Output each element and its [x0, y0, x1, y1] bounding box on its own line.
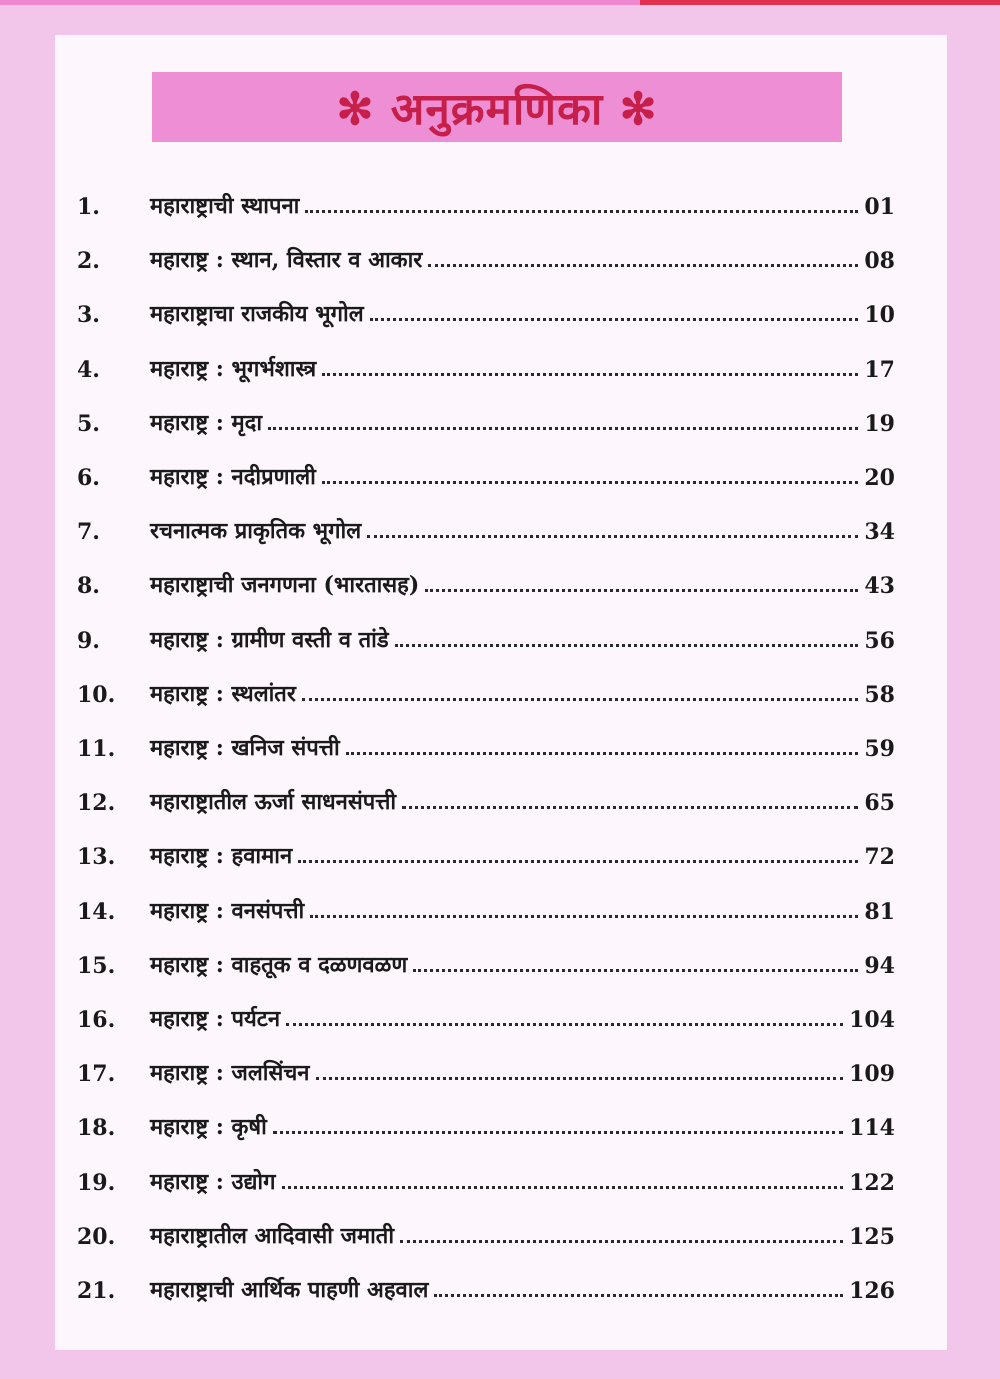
dot-leader: [395, 644, 859, 647]
toc-entry: [55, 830, 947, 870]
dot-leader: [322, 373, 858, 376]
entry-title: महाराष्ट्र : वाहतूक व दळणवळण: [150, 951, 408, 978]
entry-page: 43: [864, 573, 895, 600]
entry-page: 104: [849, 1007, 895, 1033]
entry-number: 17.: [77, 1061, 116, 1088]
dot-leader: [310, 915, 858, 918]
entry-page: 34: [864, 519, 895, 546]
entry-title: रचनात्मक प्राकृतिक भूगोल: [150, 518, 362, 545]
entry-number: 7.: [77, 519, 100, 546]
entry-title: महाराष्ट्र : पर्यटन: [150, 1006, 281, 1032]
entry-title: महाराष्ट्राची जनगणना (भारतासह): [150, 572, 420, 599]
entry-number: 21.: [77, 1278, 116, 1304]
entry-number: 3.: [77, 302, 100, 329]
entry-title: महाराष्ट्र : वनसंपत्ती: [150, 897, 305, 924]
toc-entry: [55, 885, 947, 925]
dot-leader: [400, 1240, 843, 1243]
entry-title: महाराष्ट्र : भूगर्भशास्त्र: [150, 355, 317, 382]
dot-leader: [273, 1131, 843, 1134]
entry-page: 109: [849, 1061, 895, 1088]
entry-title: महाराष्ट्र : कृषी: [150, 1114, 267, 1141]
title-band: [152, 72, 842, 142]
entry-page: 19: [864, 410, 895, 437]
entry-number: 11.: [77, 736, 116, 762]
entry-number: 15.: [77, 952, 116, 979]
entry-page: 20: [864, 465, 895, 491]
dot-leader: [434, 1294, 843, 1297]
toc-entry: [55, 397, 947, 437]
entry-number: 12.: [77, 790, 116, 817]
toc-entry: [55, 614, 947, 654]
entry-title: महाराष्ट्र : स्थान, विस्तार व आकार: [150, 247, 423, 274]
dot-leader: [298, 860, 858, 863]
entry-number: 1.: [77, 194, 100, 220]
toc-entry: [55, 1156, 947, 1196]
dot-leader: [286, 1023, 843, 1026]
entry-page: 17: [864, 356, 895, 383]
entry-page: 114: [849, 1115, 895, 1142]
dot-leader: [282, 1186, 844, 1189]
entry-page: 56: [864, 627, 895, 654]
entry-number: 5.: [77, 410, 100, 437]
entry-title: महाराष्ट्र : मृदा: [150, 409, 263, 436]
toc-entry: [55, 1264, 947, 1304]
dot-leader: [322, 481, 859, 484]
entry-number: 4.: [77, 356, 100, 383]
dot-leader: [346, 752, 859, 755]
entry-page: 08: [864, 248, 895, 275]
toc-entry: [55, 1101, 947, 1141]
toc-entry: [55, 559, 947, 599]
page-title: ✻ अनुक्रमणिका ✻: [336, 84, 658, 135]
entry-number: 13.: [77, 844, 116, 871]
entry-page: 94: [864, 952, 895, 979]
entry-title: महाराष्ट्र : उद्योग: [150, 1168, 276, 1195]
entry-number: 6.: [77, 465, 100, 491]
entry-page: 58: [864, 681, 895, 708]
toc-entry: [55, 505, 947, 545]
entry-title: महाराष्ट्र : जलसिंचन: [150, 1060, 310, 1087]
entry-page: 126: [849, 1278, 895, 1304]
dot-leader: [367, 535, 858, 538]
top-border: [0, 0, 1000, 5]
dot-leader: [413, 969, 858, 972]
entry-title: महाराष्ट्र : खनिज संपत्ती: [150, 735, 340, 761]
entry-number: 2.: [77, 248, 100, 275]
toc-entry: [55, 234, 947, 274]
entry-number: 18.: [77, 1115, 116, 1142]
entry-page: 125: [849, 1223, 895, 1250]
entry-page: 59: [864, 736, 895, 762]
dot-leader: [268, 427, 858, 430]
entry-number: 14.: [77, 898, 116, 925]
entry-page: 01: [864, 194, 895, 220]
entry-title: महाराष्ट्र : नदीप्रणाली: [150, 464, 316, 490]
toc-entry: [55, 180, 947, 220]
entry-page: 72: [864, 844, 895, 871]
toc-entry: [55, 668, 947, 708]
toc-entry: [55, 288, 947, 328]
dot-leader: [370, 318, 859, 321]
toc-entry: [55, 451, 947, 491]
entry-title: महाराष्ट्राची आर्थिक पाहणी अहवाल: [150, 1277, 429, 1303]
toc-entry: [55, 1047, 947, 1087]
toc-entry: [55, 343, 947, 383]
toc-entry: [55, 939, 947, 979]
entry-title: महाराष्ट्राचा राजकीय भूगोल: [150, 301, 364, 328]
dot-leader: [305, 210, 858, 213]
entry-number: 10.: [77, 681, 116, 708]
entry-page: 10: [864, 302, 895, 329]
top-border-accent: [640, 0, 1000, 5]
entry-page: 122: [849, 1169, 895, 1196]
dot-leader: [425, 589, 858, 592]
entry-title: महाराष्ट्र : स्थलांतर: [150, 680, 296, 707]
toc-entry: [55, 993, 947, 1033]
dot-leader: [302, 698, 859, 701]
entry-number: 16.: [77, 1007, 116, 1033]
entry-title: महाराष्ट्र : हवामान: [150, 843, 293, 870]
entry-number: 9.: [77, 627, 100, 654]
entry-title: महाराष्ट्र : ग्रामीण वस्ती व तांडे: [150, 626, 389, 653]
dot-leader: [428, 264, 858, 267]
toc-entry: [55, 776, 947, 816]
entry-number: 19.: [77, 1169, 116, 1196]
dot-leader: [316, 1077, 844, 1080]
entry-number: 20.: [77, 1223, 116, 1250]
entry-title: महाराष्ट्राची स्थापना: [150, 193, 300, 219]
toc-entry: [55, 1210, 947, 1250]
entry-title: महाराष्ट्रातील आदिवासी जमाती: [150, 1222, 395, 1249]
entry-number: 8.: [77, 573, 100, 600]
entry-page: 81: [864, 898, 895, 925]
index-page: [55, 35, 947, 1350]
entry-title: महाराष्ट्रातील ऊर्जा साधनसंपत्ती: [150, 789, 397, 816]
dot-leader: [402, 806, 858, 809]
toc-entry: [55, 722, 947, 762]
entry-page: 65: [864, 790, 895, 817]
